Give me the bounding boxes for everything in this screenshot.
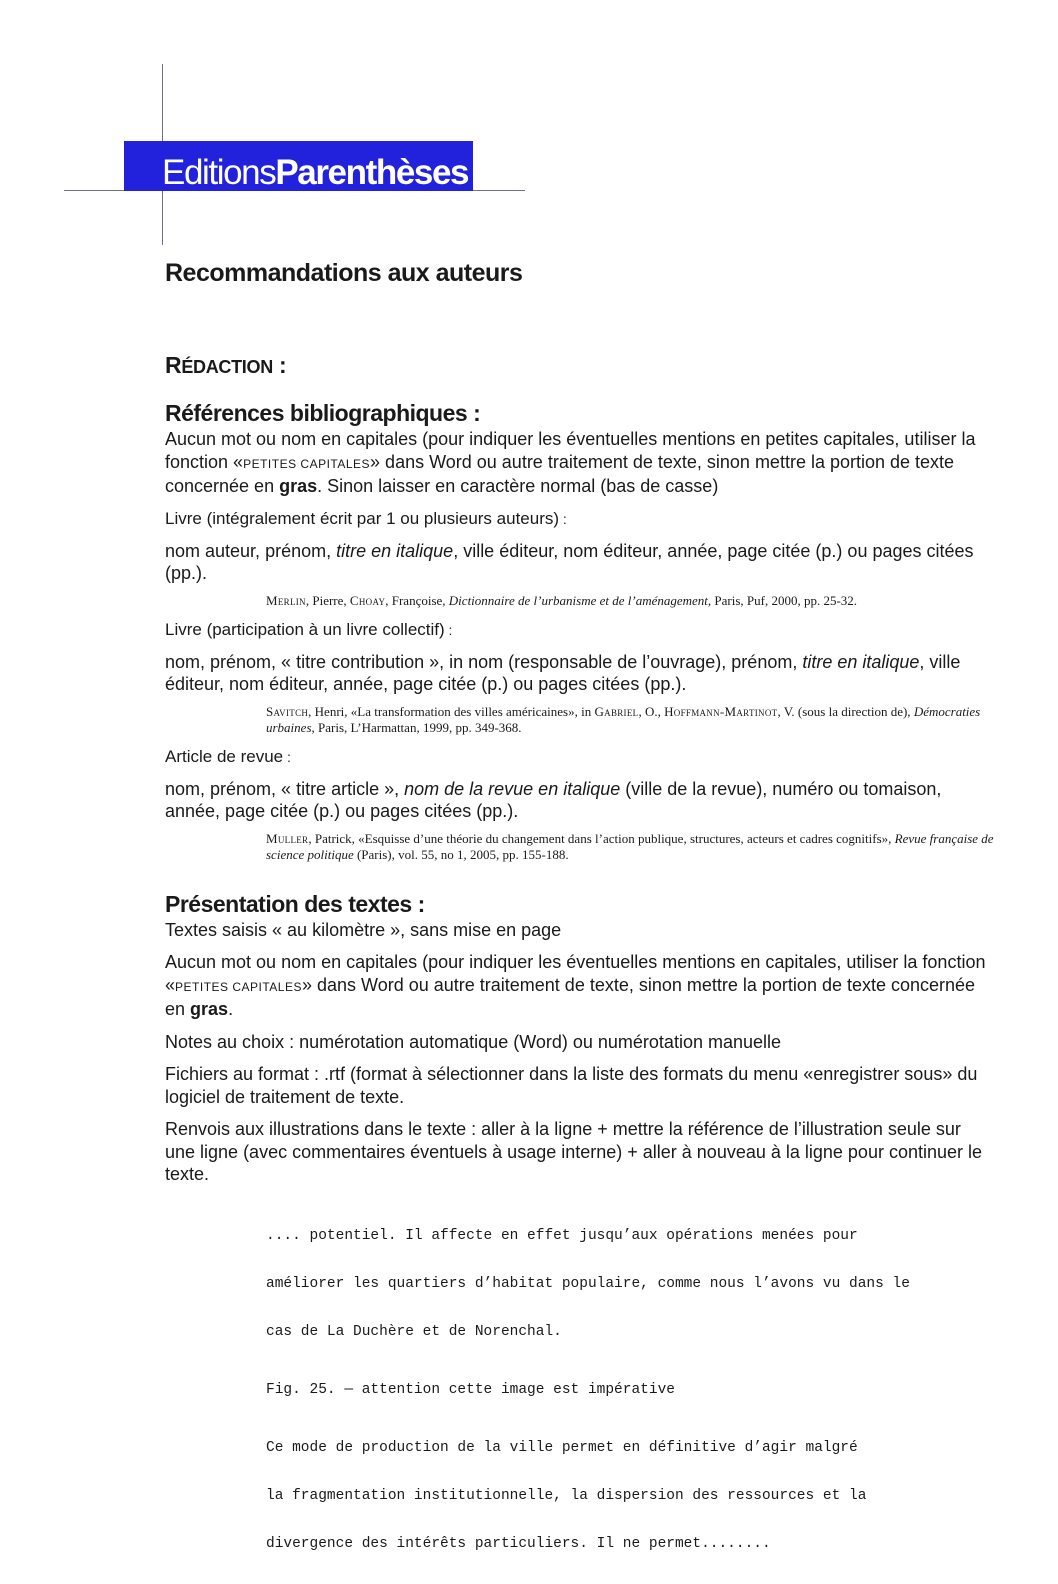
publisher-logo (124, 141, 473, 191)
article-rule: nom, prénom, « titre article », nom de la revue en italique (ville de la revue), numéro ou tomaison, année, page citée (p.) ou pages citées (pp.). (165, 778, 942, 821)
collectif-label: Livre (participation à un livre collectif) : (165, 619, 453, 639)
presentation-p5: Renvois aux illustrations dans le texte : aller à la ligne + mettre la référence de l’illustration seule sur une ligne (avec commentaires éventuels à usage interne) + aller à nouveau à la ligne pour continuer le texte. (165, 1119, 983, 1184)
page-title: Recommandations aux auteurs (165, 259, 523, 287)
subsection-heading-presentation: Présentation des textes : (165, 890, 425, 917)
collectif-rule: nom, prénom, « titre contribution », in nom (responsable de l’ouvrage), prénom, titre en italique, ville éditeur, nom éditeur, année, page citée (p.) ou pages citées (pp.). (165, 651, 961, 694)
publisher-logo-text: EditionsParenthèses (162, 153, 469, 191)
presentation-p4: Fichiers au format : .rtf (format à sélectionner dans la liste des formats du menu «enregistrer sous» du logiciel de traitement de texte. (165, 1064, 978, 1107)
presentation-p2: Aucun mot ou nom en capitales (pour indiquer les éventuelles mentions en capitales, utiliser la fonction «PETITES CAPITALES» dans Word ou autre traitement de texte, sinon mettre la portion de texte concernée en gras. (165, 952, 986, 1019)
collectif-example: Savitch, Henri, «La transformation des villes américaines», in Gabriel, O., Hoffmann-Martinot, V. (sous la direction de), Démocraties urbaines, Paris, L’Harmattan, 1999, pp. 349-368. (266, 703, 981, 735)
sample-text-after: Ce mode de production de la ville permet en définitive d’agir malgré la fragmentation institutionnelle, la dispersion des ressources et la divergence des intérêts particuliers. Il ne permet........ (266, 1439, 867, 1552)
article-example: Muller, Patrick, «Esquisse d’une théorie du changement dans l’action publique, structures, acteurs et cadres cognitifs», Revue française de science politique (Paris), vol. 55, no 1, 2005, pp. 155-188. (266, 830, 994, 862)
presentation-p1: Textes saisis « au kilomètre », sans mise en page (165, 919, 562, 940)
references-intro: Aucun mot ou nom en capitales (pour indiquer les éventuelles mentions en petites capitales, utiliser la fonction «PETITES CAPITALES» dans Word ou autre traitement de texte, sinon mettre la portion de texte concernée en gras. Sinon laisser en caractère normal (bas de casse) (165, 429, 976, 496)
section-heading-redaction: RÉDACTION : (165, 352, 287, 378)
sample-text-before: .... potentiel. Il affecte en effet jusqu’aux opérations menées pour améliorer les quartiers d’habitat populaire, comme nous l’avons vu dans le cas de La Duchère et de Norenchal. (266, 1227, 910, 1340)
subsection-heading-references: Références bibliographiques : (165, 400, 481, 426)
livre-label: Livre (intégralement écrit par 1 ou plusieurs auteurs) : (165, 508, 567, 528)
livre-rule: nom auteur, prénom, titre en italique, ville éditeur, nom éditeur, année, page citée (p.) ou pages citées (pp.). (165, 540, 974, 583)
sample-figure-reference: Fig. 25. — attention cette image est impérative (266, 1381, 675, 1398)
document-body (165, 256, 995, 1584)
article-label: Article de revue : (165, 746, 291, 766)
presentation-p3: Notes au choix : numérotation automatique (Word) ou numérotation manuelle (165, 1031, 782, 1052)
livre-example: Merlin, Pierre, Choay, Françoise, Dictionnaire de l’urbanisme et de l’aménagement, Paris, Puf, 2000, pp. 25-32. (266, 592, 858, 608)
